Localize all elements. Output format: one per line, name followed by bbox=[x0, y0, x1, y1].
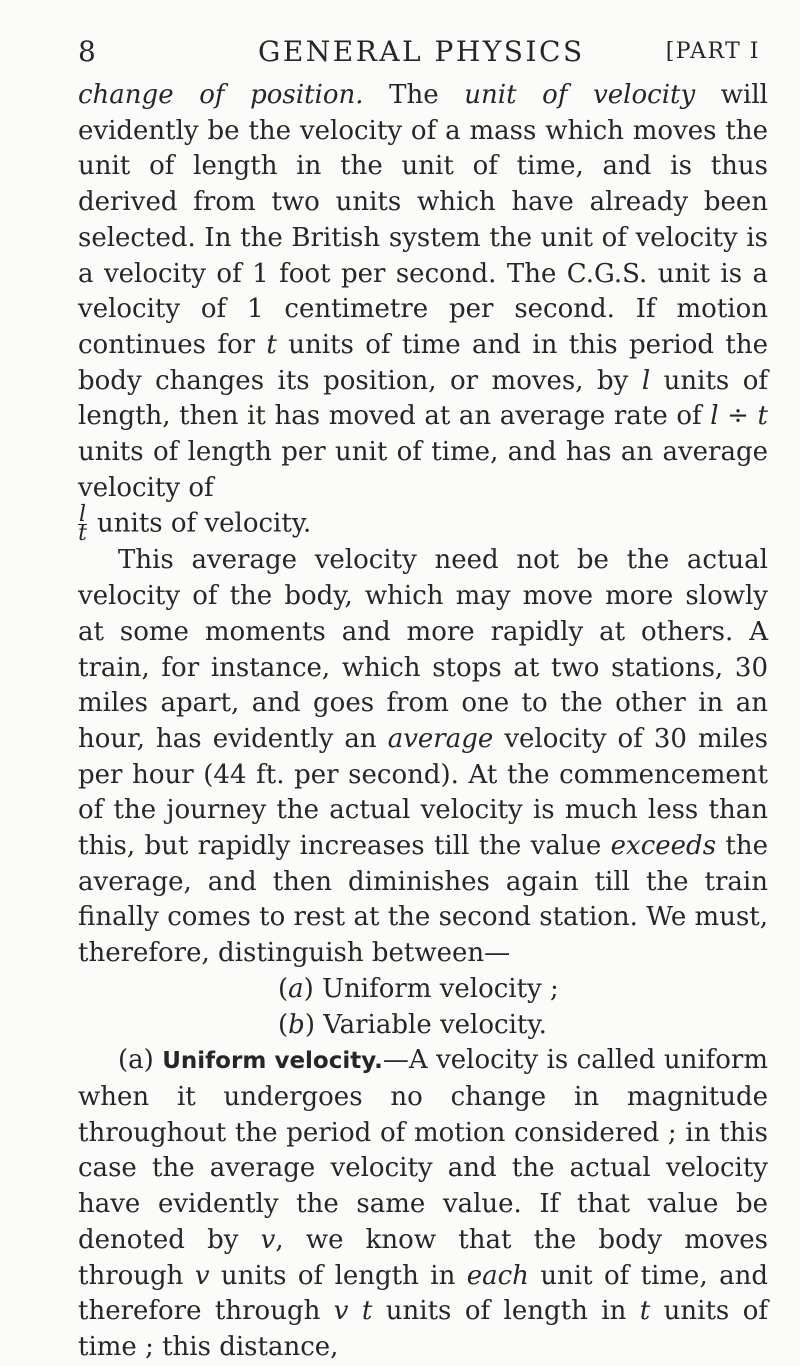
text-run: This average velocity need not be the actual velocity of the body, which may move more slowly at some moments and more rapidly at others. A train, for instance, which stops at two stations, 30 miles apart, and goes from one to the other in an hour, has evidently an bbox=[78, 545, 768, 754]
text-run: units of length per unit of time, and has an average velocity of bbox=[78, 437, 768, 503]
paragraph-average-velocity bbox=[78, 543, 768, 971]
velocity-types-list bbox=[78, 972, 768, 1043]
list-item: (b) Variable velocity. bbox=[278, 1009, 547, 1040]
text-run: units of time and in this period the body changes its position, or moves, by bbox=[78, 329, 768, 396]
emphasis-exceeds: exceeds bbox=[610, 831, 717, 862]
fraction-l-over-t bbox=[78, 502, 87, 547]
text-run: units of time ; this distance, bbox=[78, 1296, 768, 1362]
text-run: velocity of 30 miles per hour (44 ft. per second). At the commencement of the journey the actual velocity is much less than this, but rapidly increases till the value bbox=[78, 723, 768, 862]
running-head bbox=[78, 30, 760, 74]
variable-t: t bbox=[266, 329, 277, 360]
part-label: [PART I bbox=[665, 39, 760, 64]
list-item: (a) Uniform velocity ; bbox=[278, 973, 559, 1004]
section-marker: (a) bbox=[118, 1045, 154, 1076]
text-run: units of length, then it has moved at an average rate of bbox=[78, 365, 768, 432]
text-run: will evidently be the velocity of a mass which moves the unit of length in the unit of time, and is thus derived from two units which have already been selected. In the British system the unit of velocity is a velocity of 1 foot per second. The C.G.S. unit is a velocity of 1 centimetre per second. If motion continues for bbox=[78, 80, 768, 360]
text-run: —A velocity is called uniform when it undergoes no change in magnitude throughout the period of motion considered ; in this case the average velocity and the actual velocity have evidently the same value. If that value be denoted by bbox=[78, 1045, 768, 1255]
expression-vt: v t bbox=[333, 1296, 373, 1327]
text-run: unit of time, and therefore through bbox=[78, 1260, 768, 1327]
fraction-numerator: l bbox=[79, 502, 87, 528]
page-number: 8 bbox=[78, 35, 97, 68]
variable-v: v bbox=[260, 1224, 276, 1255]
paragraph-unit-of-velocity bbox=[78, 78, 769, 547]
text-run: the average, and then diminishes again till the train finally comes to rest at the second station. We must, therefore, distinguish between— bbox=[78, 831, 768, 969]
fraction-denominator: t bbox=[78, 521, 87, 547]
section-heading: Uniform velocity. bbox=[162, 1048, 383, 1075]
term-unit-of-velocity: unit of velocity bbox=[464, 80, 696, 110]
text-run: units of velocity. bbox=[97, 508, 312, 539]
text-run: , we know that the body moves through bbox=[78, 1224, 768, 1291]
expression-l-div-t: l ÷ t bbox=[710, 401, 769, 432]
list-marker: a bbox=[288, 973, 304, 1004]
paragraph-uniform-velocity bbox=[78, 1043, 768, 1365]
list-marker: b bbox=[288, 1009, 305, 1040]
text-run: The bbox=[363, 80, 465, 110]
emphasis-each: each bbox=[466, 1260, 529, 1291]
variable-v: v bbox=[194, 1260, 210, 1291]
list-item-text: Variable velocity. bbox=[314, 1009, 547, 1040]
text-run: units of length in bbox=[209, 1260, 467, 1291]
variable-t: t bbox=[639, 1296, 651, 1327]
text-run: units of length in bbox=[372, 1296, 640, 1327]
list-item-text: Uniform velocity ; bbox=[313, 973, 559, 1004]
text-run: change of position. bbox=[78, 80, 364, 110]
variable-l: l bbox=[641, 365, 651, 396]
running-title: GENERAL PHYSICS bbox=[258, 35, 585, 68]
body-text bbox=[78, 78, 768, 1366]
emphasis-average: average bbox=[387, 723, 494, 754]
